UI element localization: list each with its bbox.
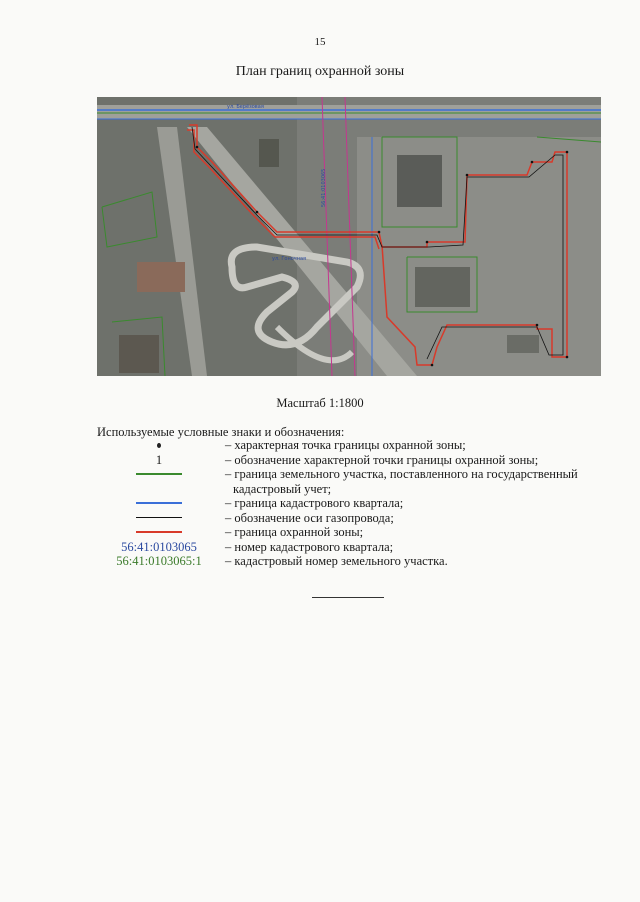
- point-symbol: [157, 443, 161, 448]
- page-number: 15: [314, 36, 326, 48]
- point-number-symbol: 1: [155, 452, 163, 467]
- legend-text: – граница охранной зоны;: [225, 525, 364, 539]
- protection-zone-line-symbol: [136, 531, 182, 533]
- legend-text: – граница кадастрового квартала;: [225, 496, 404, 510]
- legend-text-continued: кадастровый учет;: [233, 481, 332, 496]
- map-label-quarter: 56:41:0103065: [321, 168, 327, 207]
- map-scale: Масштаб 1:1800: [276, 396, 364, 410]
- parcel-number-symbol: 56:41:0103065:1: [116, 554, 202, 568]
- legend-text: – обозначение характерной точки границы охранной зоны;: [225, 452, 539, 467]
- map-label-top-road: ул. Берёзовая: [227, 104, 264, 110]
- footer-rule: [312, 597, 384, 598]
- land-parcel-line-symbol: [136, 473, 182, 475]
- aerial-map: [97, 97, 601, 376]
- legend-row-point-label: [97, 453, 617, 468]
- gas-axis-line-symbol: [136, 517, 182, 518]
- legend-text: – кадастровый номер земельного участка.: [225, 554, 448, 568]
- legend-text: – граница земельного участка, поставленного на государственный: [225, 467, 578, 481]
- legend-row-protection-zone: [97, 525, 617, 540]
- map-label-track: ул. Гоночная: [272, 256, 307, 262]
- legend: [97, 438, 617, 569]
- legend-row-land-parcel: [97, 467, 617, 496]
- legend-text: – характерная точка границы охранной зоны;: [225, 438, 466, 452]
- legend-row-parcel-number: [97, 554, 617, 569]
- legend-row-quarter: [97, 496, 617, 511]
- legend-text: – обозначение оси газопровода;: [225, 510, 394, 525]
- legend-row-point: [97, 438, 617, 453]
- legend-row-gas-axis: [97, 511, 617, 526]
- document-title: План границ охранной зоны: [235, 64, 405, 79]
- quarter-number-symbol: 56:41:0103065: [121, 539, 197, 554]
- legend-row-quarter-number: [97, 540, 617, 555]
- legend-heading: Используемые условные знаки и обозначения:: [97, 425, 345, 439]
- quarter-line-symbol: [136, 502, 182, 504]
- legend-text: – номер кадастрового квартала;: [225, 539, 394, 554]
